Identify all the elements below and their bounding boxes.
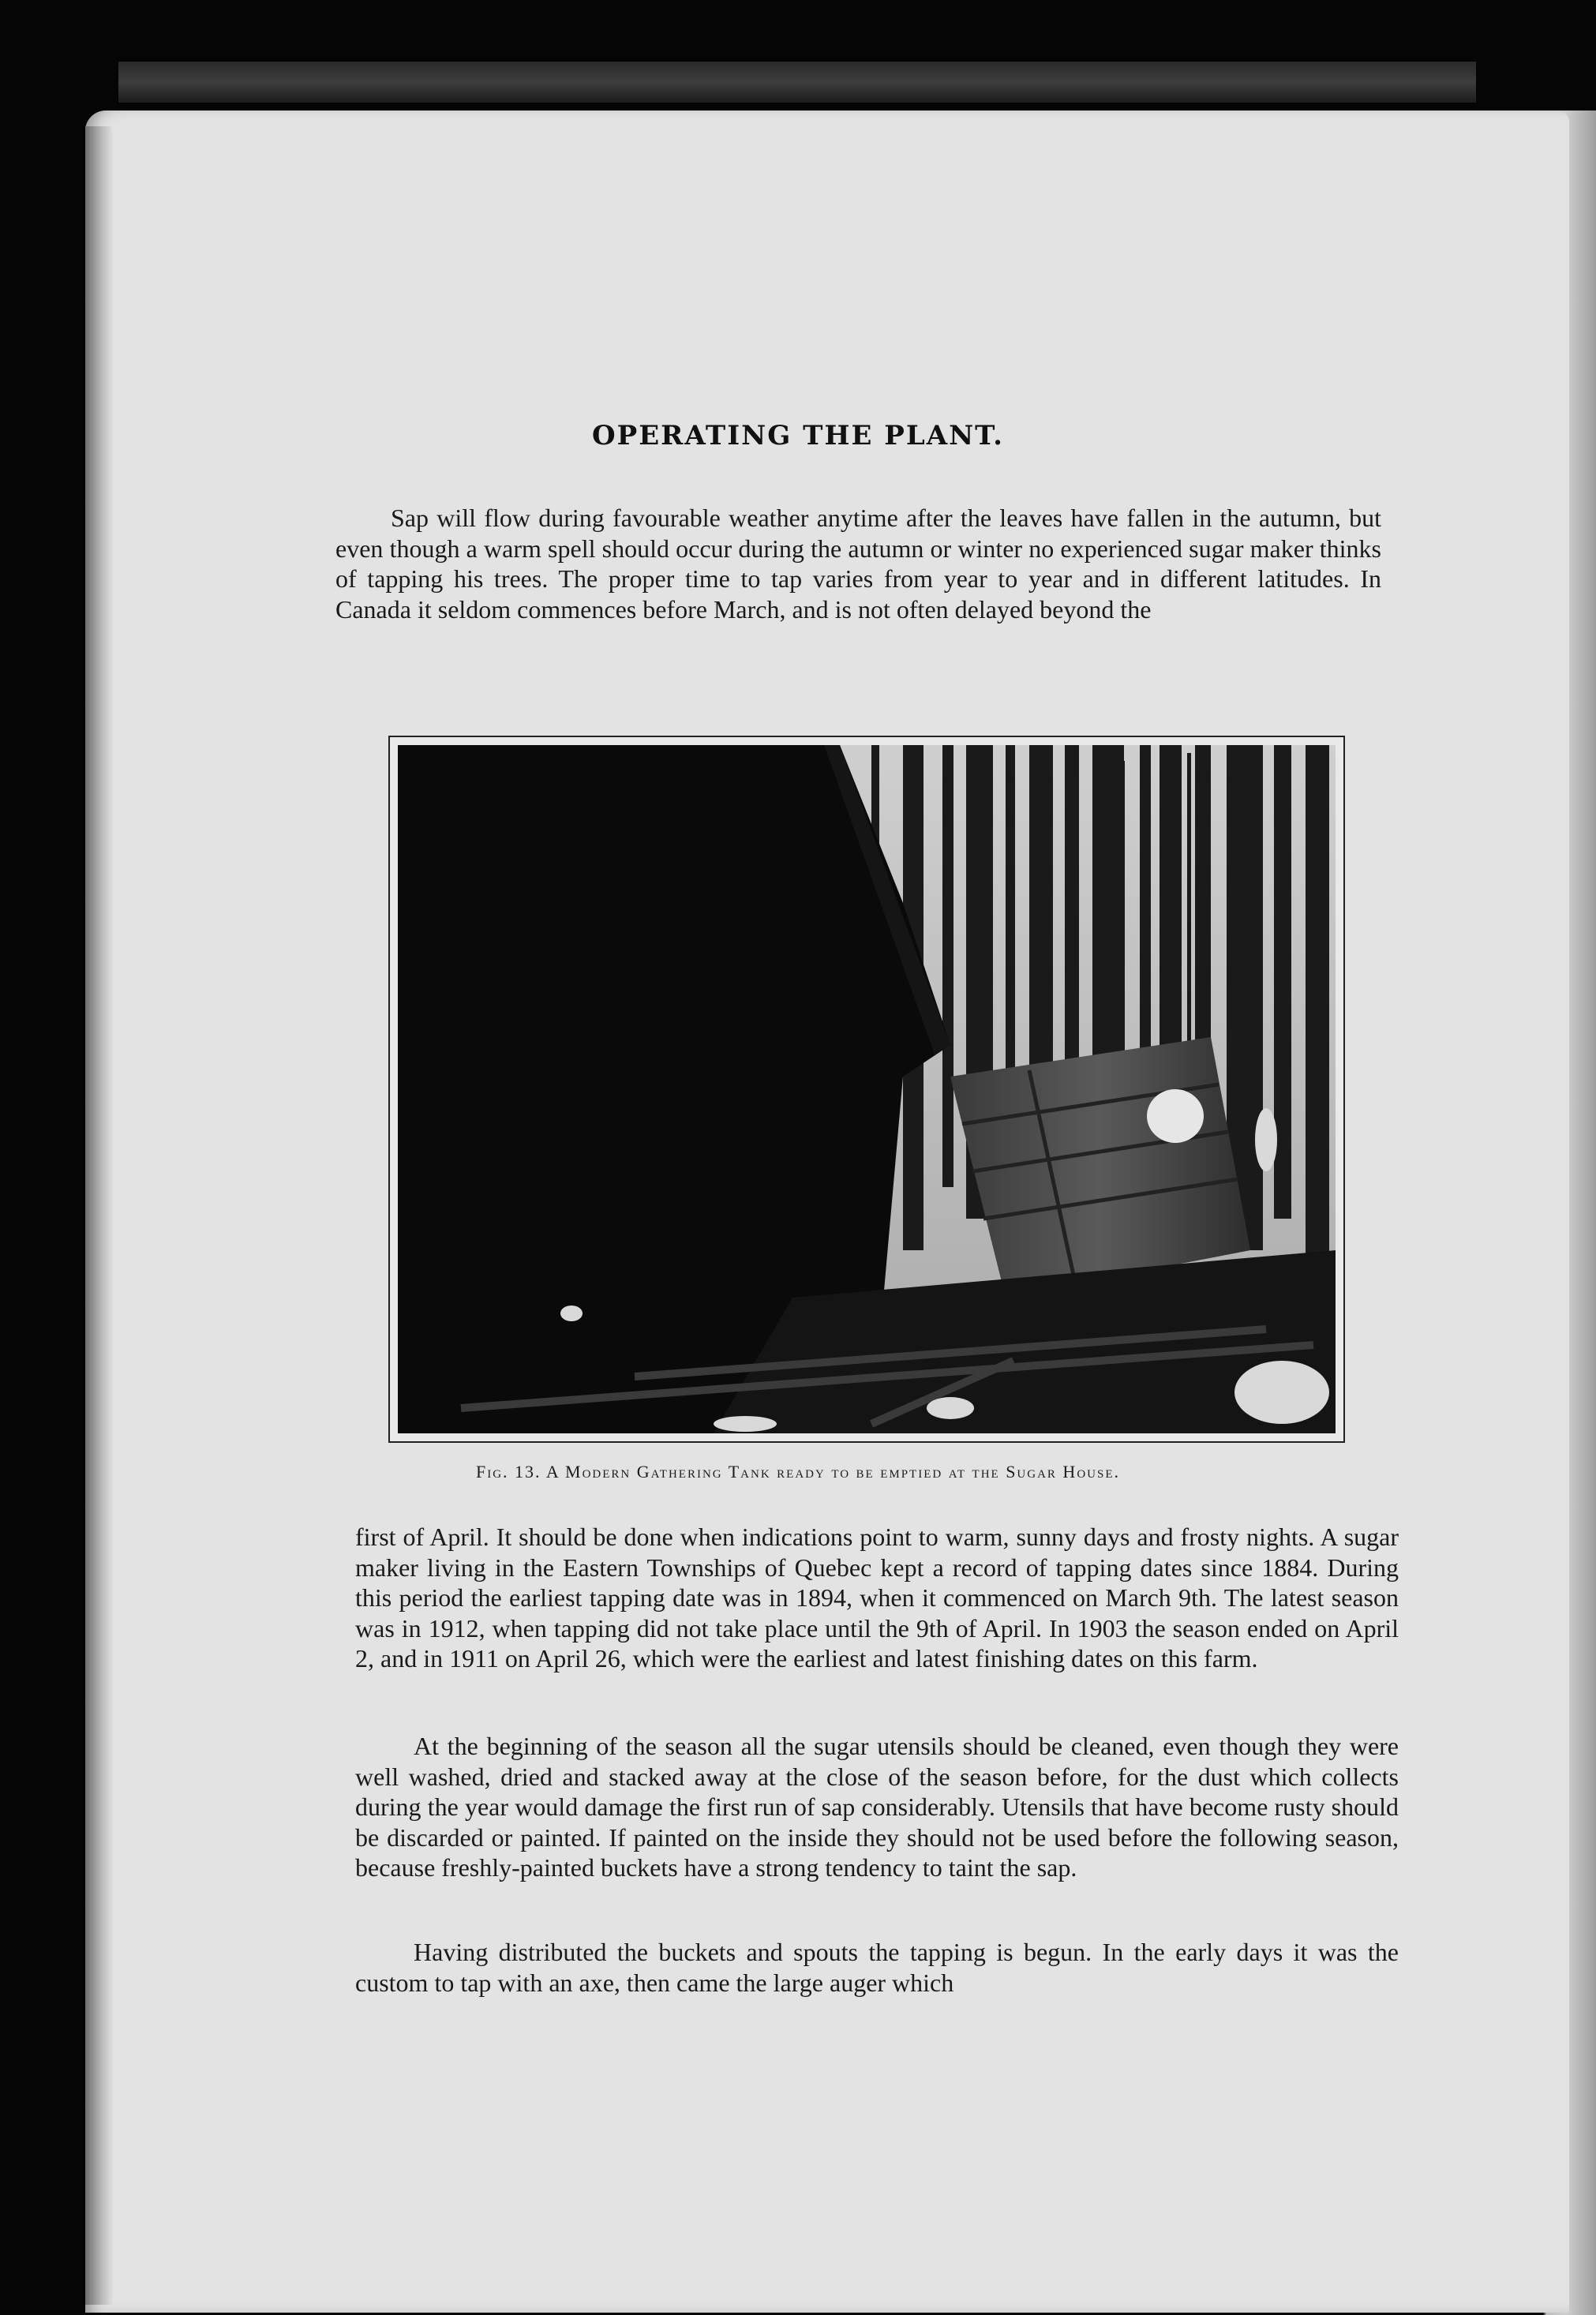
scan-top-strip [118, 62, 1476, 103]
figure-caption: Fig. 13. A Modern Gathering Tank ready to be emptied at the Sugar House. [475, 1462, 1120, 1482]
page-gutter-shadow [85, 126, 114, 2305]
paragraph-3: At the beginning of the season all the sugar utensils should be cleaned, even though they were well washed, dried and stacked away at the close of the season before, for the dust which collects during the year would damage the first run of sap considerably. Utensils that have become rusty should be discarded or painted. If painted on the inside they should not be used before the following season, because freshly-painted buckets have a strong tendency to taint the sap. [355, 1732, 1399, 1882]
sugar-house-photo-image [398, 745, 1336, 1433]
page-title: OPERATING THE PLANT. [592, 420, 1004, 451]
paragraph-2: first of April. It should be done when indications point to warm, sunny days and frosty nights. A sugar maker living in the Eastern Townships of Quebec kept a record of tapping dates since 1884. During this period the earliest tapping date was in 1894, when it commenced on March 9th. The latest season was in 1912, when tapping did not take place until the 9th of April. In 1903 the season ended on April 2, and in 1911 on April 26, which were the earliest and latest finishing dates on this farm. [355, 1523, 1399, 1673]
paragraph-1: Sap will flow during favourable weather anytime after the leaves have fallen in the autumn, but even though a warm spell should occur during the autumn or winter no experienced sugar maker thinks of tapping his trees. The proper time to tap varies from year to year and in different latitudes. In Canada it seldom commences before March, and is not often delayed beyond the [335, 504, 1381, 624]
paragraph-4: Having distributed the buckets and spouts the tapping is begun. In the early days it was the custom to tap with an axe, then came the large auger which [355, 1938, 1399, 1997]
figure-13-photo [388, 736, 1345, 1443]
